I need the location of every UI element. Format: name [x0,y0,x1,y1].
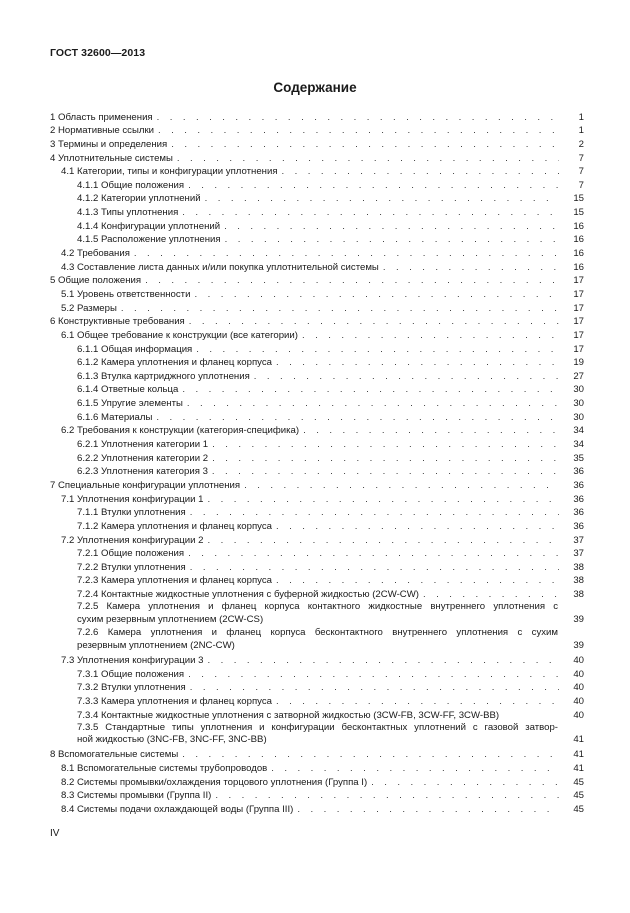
toc-entry-page: 38 [573,561,584,573]
toc-entry-label: 4.1 Категории, типы и конфигурации уплотнения [61,166,278,178]
toc-entry[interactable] [50,246,584,260]
toc-entry-page: 16 [573,248,584,260]
dot-leader [297,804,559,816]
toc-entry-page: 36 [573,520,584,532]
toc-entry[interactable] [50,274,584,288]
dot-leader [383,262,559,274]
dot-leader [254,371,559,383]
dot-leader [187,398,559,410]
dot-leader [190,507,559,519]
toc-entry-page: 17 [573,316,584,328]
toc-entry[interactable] [50,722,584,748]
toc-entry-page: 36 [573,493,584,505]
toc-entry-label: 2 Нормативные ссылки [50,125,155,137]
table-of-contents [50,110,584,816]
toc-entry-page: 30 [573,411,584,423]
dot-leader [215,790,559,802]
dot-leader [212,453,559,465]
toc-entry-label: 4.1.2 Категории уплотнений [77,193,201,205]
toc-entry[interactable] [50,410,584,424]
toc-entry[interactable] [50,192,584,206]
toc-entry[interactable] [50,233,584,247]
toc-entry-label: 4.1.4 Конфигурации уплотнений [77,220,221,232]
toc-entry-page: 41 [573,734,584,746]
toc-entry-label: 7 Специальные конфигурации уплотнения [50,479,241,491]
toc-entry-page: 40 [573,696,584,707]
toc-entry-label: 5.1 Уровень ответственности [61,288,191,300]
dot-leader [145,275,559,287]
dot-leader [194,289,559,301]
dot-leader [188,669,559,681]
toc-entry[interactable] [50,124,584,138]
toc-entry[interactable] [50,667,584,681]
toc-entry-page: 34 [573,425,584,437]
toc-entry[interactable] [50,681,584,695]
dot-leader [208,535,559,547]
dot-leader [205,193,559,205]
toc-entry-page: 16 [573,261,584,273]
toc-entry-label: 1 Область применения [50,111,153,123]
toc-entry-label: 7.2.6 Камера уплотнения и фланец корпуса бесконтактного внутреннего уплотнения с сухим [77,627,558,639]
dot-leader [190,562,559,574]
toc-entry-label: 6.2.1 Уплотнения категории 1 [77,439,209,451]
toc-entry-label: 8.3 Системы промывки (Группа II) [61,790,212,802]
toc-entry-label: 8.2 Системы промывки/охлаждения торцового уплотнения (Группа I) [61,776,368,788]
dot-leader [156,412,559,424]
toc-entry-label: 4.1.5 Расположение уплотнения [77,234,221,246]
toc-entry-label: 7.1.2 Камера уплотнения и фланец корпуса [77,520,272,532]
dot-leader [276,696,559,708]
dot-leader [208,655,559,667]
dot-leader [276,357,559,369]
dot-leader [182,384,559,396]
toc-entry-page: 40 [573,682,584,694]
toc-entry[interactable] [50,137,584,151]
toc-entry-page: 36 [573,507,584,519]
dot-leader [244,480,559,492]
toc-entry-page: 15 [573,207,584,219]
toc-entry-page: 36 [573,466,584,478]
toc-entry[interactable] [50,506,584,520]
dot-leader [188,180,559,192]
toc-entry[interactable] [50,560,584,574]
toc-entry-label: 6 Конструктивные требования [50,316,185,328]
toc-entry-label: 6.1.5 Упругие элементы [77,398,183,410]
dot-leader [208,494,559,506]
dot-leader [171,139,559,151]
toc-entry[interactable] [50,287,584,301]
toc-entry-label: 3 Термины и определения [50,138,168,150]
dot-leader [423,589,559,601]
toc-entry-label: 6.1.1 Общая информация [77,343,193,355]
toc-entry-label: 7.3.4 Контактные жидкостные уплотнения с затворной жидкостью (3CW-FB, 3CW-FF, 3CW-BB) [77,709,500,721]
toc-entry[interactable] [50,802,584,816]
toc-entry-page: 38 [573,589,584,601]
toc-entry[interactable] [50,465,584,479]
toc-entry-page: 15 [573,193,584,205]
dot-leader [182,207,559,219]
toc-entry-label: 6.2 Требования к конструкции (категория-специфика) [61,425,300,437]
toc-entry-label: 4.3 Составление листа данных и/или покупка уплотнительной системы [61,261,379,273]
toc-entry[interactable] [50,761,584,775]
document-code: ГОСТ 32600—2013 [50,47,146,59]
toc-entry-page: 45 [573,804,584,816]
toc-entry[interactable] [50,165,584,179]
dot-leader [271,763,559,775]
toc-entry-page: 16 [573,234,584,246]
dot-leader [196,344,559,356]
dot-leader [276,575,559,587]
toc-entry[interactable] [50,533,584,547]
dot-leader [182,749,559,761]
toc-entry-page: 40 [573,709,584,721]
toc-entry[interactable] [50,205,584,219]
toc-entry[interactable] [50,789,584,803]
dot-leader [212,466,559,478]
toc-entry[interactable] [50,301,584,315]
toc-entry-page: 19 [573,357,584,369]
toc-entry-label: 7.2.4 Контактные жидкостные уплотнения с буферной жидкостью (2CW-CW) [77,589,419,601]
dot-leader [276,521,559,533]
toc-entry[interactable] [50,219,584,233]
dot-leader [134,248,559,260]
toc-entry-page: 41 [573,763,584,775]
toc-entry-page: 40 [573,655,584,667]
toc-entry-label: 6.2.2 Уплотнения категории 2 [77,452,209,464]
toc-entry-label: 6.1.6 Материалы [77,411,153,423]
toc-entry-page: 7 [578,166,584,178]
toc-entry-label: 8.4 Системы подачи охлаждающей воды (Группа III) [61,804,294,816]
toc-entry[interactable] [50,342,584,356]
toc-entry-label: 4 Уплотнительные системы [50,152,173,164]
dot-leader [177,153,559,165]
toc-entry-page: 17 [573,343,584,355]
page-title: Содержание [273,80,357,95]
toc-entry[interactable] [50,383,584,397]
toc-entry-label: 6.1.3 Втулка картриджного уплотнения [77,370,250,382]
toc-entry[interactable] [50,601,584,627]
toc-entry-page: 17 [573,302,584,314]
toc-entry-label: 5 Общие положения [50,275,142,287]
toc-entry-label: 7.1.1 Втулки уплотнения [77,507,186,519]
toc-entry[interactable] [50,492,584,506]
toc-entry[interactable] [50,396,584,410]
toc-entry-label: 7.3.5 Стандартные типы уплотнения и конфигурации бесконтактных уплотнений с газовой затвор- [77,721,558,733]
page-number: IV [50,828,60,839]
toc-entry-page: 30 [573,384,584,396]
toc-entry[interactable] [50,775,584,789]
toc-entry[interactable] [50,424,584,438]
toc-entry-page: 27 [573,370,584,382]
toc-entry[interactable] [50,694,584,708]
toc-entry-label: 4.1.3 Типы уплотнения [77,207,179,219]
toc-entry-page: 16 [573,220,584,232]
toc-entry-label: 7.1 Уплотнения конфигурации 1 [61,493,204,505]
toc-entry[interactable] [50,315,584,329]
dot-leader [158,125,559,137]
toc-entry-label: 8.1 Вспомогательные системы трубопроводов [61,763,268,775]
toc-entry[interactable] [50,260,584,274]
toc-entry-page: 35 [573,452,584,464]
toc-entry-page: 1 [578,111,584,123]
toc-entry-page: 2 [578,138,584,150]
toc-entry-page: 7 [578,152,584,164]
dot-leader [303,425,559,437]
toc-entry-label-continued: резервным уплотнением (2NC-CW) [77,639,235,651]
toc-entry-page: 45 [573,776,584,788]
toc-entry-page: 1 [578,125,584,137]
toc-entry[interactable] [50,356,584,370]
toc-entry-label-continued: сухим резервным уплотнением (2CW-CS) [77,613,264,625]
toc-entry-label: 4.1.1 Общие положения [77,179,185,191]
toc-entry-page: 34 [573,439,584,451]
toc-entry-label: 7.2.5 Камера уплотнения и фланец корпуса контактного жидкостные внутреннего уплотнения с [77,601,558,613]
toc-entry-label: 7.3.1 Общие положения [77,668,185,680]
dot-leader [121,303,559,315]
dot-leader [302,330,559,342]
toc-entry-label: 6.1 Общее требование к конструкции (все категории) [61,329,298,341]
toc-entry-page: 41 [573,749,584,761]
toc-entry-label-continued: ной жидкостью (3NC-FB, 3NC-FF, 3NC-BB) [77,734,267,746]
toc-entry[interactable] [50,547,584,561]
toc-entry-label: 4.2 Требования [61,248,130,260]
dot-leader [190,682,559,694]
toc-entry[interactable] [50,110,584,124]
toc-entry-page: 39 [573,639,584,651]
toc-entry[interactable] [50,328,584,342]
toc-entry-label: 7.2 Уплотнения конфигурации 2 [61,534,204,546]
toc-entry-page: 17 [573,288,584,300]
toc-entry-label: 6.2.3 Уплотнения категория 3 [77,466,208,478]
toc-entry-label: 5.2 Размеры [61,302,117,314]
toc-entry-label: 7.2.3 Камера уплотнения и фланец корпуса [77,575,272,587]
dot-leader [224,221,559,233]
toc-entry-page: 40 [573,668,584,680]
toc-entry[interactable] [50,451,584,465]
dot-leader [189,316,559,328]
toc-entry-label: 7.3 Уплотнения конфигурации 3 [61,655,204,667]
toc-entry-label: 7.2.2 Втулки уплотнения [77,561,186,573]
toc-entry[interactable] [50,587,584,601]
toc-entry-label: 7.3.2 Втулки уплотнения [77,682,186,694]
dot-leader [371,777,559,789]
toc-entry-label: 7.2.1 Общие положения [77,548,185,560]
toc-entry-label: 7.3.3 Камера уплотнения и фланец корпуса [77,696,272,707]
toc-entry-page: 37 [573,548,584,560]
toc-entry-page: 45 [573,790,584,802]
toc-entry-page: 39 [573,613,584,625]
dot-leader [157,112,559,124]
dot-leader [282,166,559,178]
toc-entry-page: 7 [578,179,584,191]
toc-entry-page: 17 [573,275,584,287]
toc-entry[interactable] [50,708,584,722]
toc-entry[interactable] [50,151,584,165]
toc-entry[interactable] [50,178,584,192]
dot-leader [225,234,559,246]
toc-entry-page: 30 [573,398,584,410]
toc-entry-label: 8 Вспомогательные системы [50,749,179,761]
toc-entry-page: 17 [573,329,584,341]
toc-entry[interactable] [50,748,584,762]
toc-entry[interactable] [50,627,584,653]
toc-entry-page: 38 [573,575,584,587]
toc-entry[interactable] [50,369,584,383]
toc-entry[interactable] [50,478,584,492]
toc-entry[interactable] [50,574,584,588]
dot-leader [188,548,559,560]
dot-leader [212,439,559,451]
toc-entry[interactable] [50,437,584,451]
toc-entry-page: 37 [573,534,584,546]
toc-entry-label: 6.1.4 Ответные кольца [77,384,179,396]
toc-entry-page: 36 [573,479,584,491]
toc-entry[interactable] [50,653,584,667]
toc-entry-label: 6.1.2 Камера уплотнения и фланец корпуса [77,357,272,369]
toc-entry[interactable] [50,519,584,533]
